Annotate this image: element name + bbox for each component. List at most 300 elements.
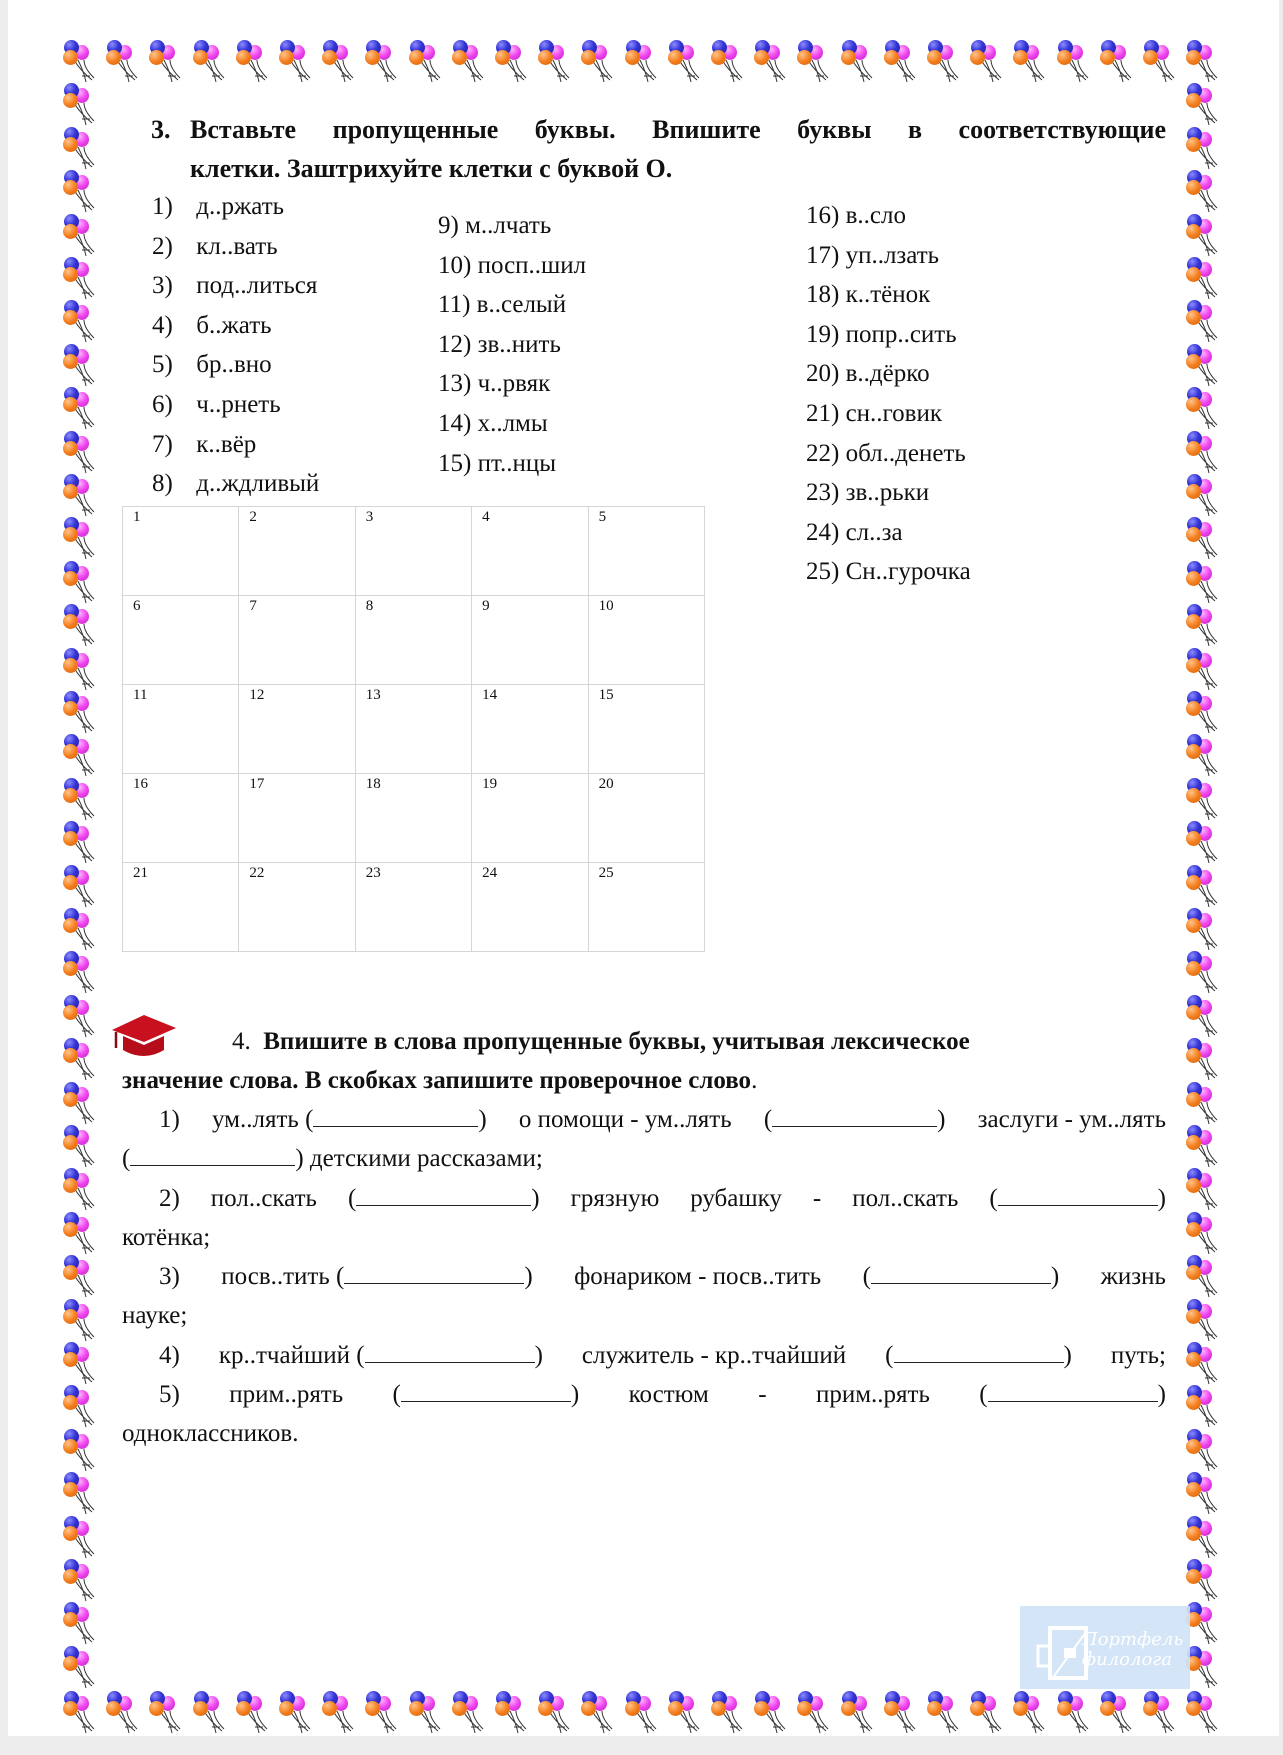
exercise-3-line1 [122, 1257, 1166, 1296]
balloon-icon [62, 1559, 102, 1603]
grid-cell[interactable] [472, 685, 588, 774]
grid-cell[interactable] [472, 507, 588, 596]
paren: ) [1157, 1184, 1166, 1212]
balloon-icon [62, 1212, 102, 1256]
balloon-icon [840, 1691, 880, 1735]
word-item [806, 439, 966, 469]
word-number: 8) [152, 470, 173, 498]
paren: ) [524, 1263, 533, 1291]
grid-cell[interactable] [123, 774, 239, 863]
balloon-icon [1185, 734, 1225, 778]
balloon-icon [62, 1342, 102, 1386]
word-number: 12) [438, 330, 472, 358]
balloon-icon [62, 1429, 102, 1473]
grid-cell-number: 25 [598, 865, 614, 881]
word-number: 13) [438, 370, 472, 398]
balloon-icon [624, 40, 664, 84]
balloon-icon [62, 734, 102, 778]
exercise-5-text: одноклассников. [122, 1420, 299, 1448]
exercise-1-line2 [122, 1139, 1166, 1178]
balloon-icon [62, 778, 102, 822]
word-item [438, 290, 566, 320]
word-text: в..сло [845, 202, 906, 229]
word-item [806, 241, 939, 271]
balloon-icon [62, 865, 102, 909]
watermark-line2: филолога [1082, 1649, 1173, 1670]
word-number: 11) [438, 291, 471, 319]
paren: ) [534, 1341, 543, 1369]
word-text: в..дёрко [845, 360, 930, 388]
grid-cell-number: 3 [365, 509, 374, 525]
balloon-icon [235, 1691, 275, 1735]
balloon-icon [1012, 1691, 1052, 1735]
grid-cell[interactable] [355, 507, 471, 596]
exercise-3-line2 [122, 1296, 1166, 1335]
balloon-icon [451, 1691, 491, 1735]
balloon-icon [1185, 908, 1225, 952]
exercise-1-text: о помощи - ум..лять [518, 1106, 732, 1133]
grid-cell-number: 10 [598, 598, 614, 614]
exercise-2-dash: - [812, 1184, 822, 1212]
paren: ( [347, 1184, 357, 1212]
word-text: зв..рьки [845, 479, 930, 507]
word-item [152, 350, 272, 380]
grid-cell[interactable] [355, 596, 471, 685]
balloon-icon [1185, 1168, 1225, 1212]
exercise-2-word: пол..скать [210, 1184, 317, 1212]
grid-cell[interactable] [472, 596, 588, 685]
balloon-icon [537, 1691, 577, 1735]
paren: ( [885, 1341, 894, 1369]
balloon-icon [1142, 40, 1182, 84]
grid-cell-number: 8 [365, 598, 374, 614]
exercise-5-line1 [122, 1375, 1166, 1414]
word-text: сл..за [845, 518, 903, 546]
grid-cell-number: 4 [482, 509, 490, 525]
word-number: 2) [152, 232, 173, 260]
word-number: 19) [806, 320, 840, 348]
exercise-1-text: детскими рассказами; [309, 1145, 543, 1173]
word-number: 1) [152, 193, 173, 220]
word-number: 23) [806, 479, 840, 507]
word-text: д..ржать [196, 193, 285, 220]
balloon-icon [753, 1691, 793, 1735]
balloon-icon [1185, 517, 1225, 561]
exercise-4-number: 4) [159, 1341, 180, 1369]
balloon-icon [62, 561, 102, 605]
balloon-icon [667, 40, 707, 84]
grid-cell[interactable] [355, 863, 471, 952]
balloon-icon [1185, 474, 1225, 518]
balloon-icon [1185, 1516, 1225, 1560]
answer-blank[interactable] [988, 1379, 1158, 1402]
balloon-icon [580, 40, 620, 84]
balloon-icon [62, 908, 102, 952]
grid-cell[interactable] [355, 774, 471, 863]
balloon-icon [494, 1691, 534, 1735]
balloon-icon [62, 344, 102, 388]
grid-cell[interactable] [123, 863, 239, 952]
answer-blank[interactable] [344, 1261, 524, 1284]
word-number: 21) [806, 400, 840, 427]
exercise-1-text: заслуги - ум..лять [977, 1106, 1166, 1133]
balloon-icon [62, 1255, 102, 1299]
exercise-5-word: прим..рять [815, 1381, 930, 1409]
balloon-icon [1012, 40, 1052, 84]
grid-cell-number: 17 [249, 776, 265, 792]
balloon-icon [1185, 1646, 1225, 1690]
balloon-icon [796, 1691, 836, 1735]
exercise-3-word: посв..тить [221, 1263, 330, 1291]
word-item [152, 271, 317, 301]
balloon-icon [62, 83, 102, 127]
exercise-3-number: 3) [159, 1263, 180, 1291]
answer-blank[interactable] [772, 1104, 937, 1127]
balloon-icon [926, 40, 966, 84]
balloon-icon [1185, 83, 1225, 127]
grid-cell-number: 14 [482, 687, 498, 703]
word-number: 7) [152, 430, 173, 458]
balloon-icon [62, 1168, 102, 1212]
grid-cell-number: 11 [133, 687, 148, 703]
balloon-icon [235, 40, 275, 84]
balloon-icon [62, 1602, 102, 1646]
grid-cell[interactable] [588, 685, 704, 774]
balloon-icon [667, 1691, 707, 1735]
balloon-icon [1185, 648, 1225, 692]
answer-blank[interactable] [401, 1379, 571, 1402]
word-number: 17) [806, 241, 840, 269]
word-item [438, 211, 551, 241]
exercise-2-text: рубашку [690, 1184, 782, 1212]
word-item [806, 518, 903, 548]
balloon-icon [278, 1691, 318, 1735]
exercise-4-text: путь; [1110, 1341, 1166, 1369]
balloon-icon [1185, 778, 1225, 822]
paren: ) [570, 1381, 580, 1409]
grid-cell[interactable] [123, 685, 239, 774]
word-text: ч..рвяк [477, 370, 551, 398]
balloon-icon [1185, 691, 1225, 735]
grid-cell-number: 19 [482, 776, 498, 792]
balloon-icon [62, 474, 102, 518]
grid-cell-number: 9 [482, 598, 490, 614]
answer-blank[interactable] [356, 1183, 531, 1206]
balloon-icon [1056, 40, 1096, 84]
word-text: пт..нцы [477, 449, 557, 477]
balloon-icon [1185, 1082, 1225, 1126]
balloon-icon [62, 1038, 102, 1082]
balloon-icon [148, 1691, 188, 1735]
word-text: Сн..гурочка [845, 558, 971, 586]
word-number: 6) [152, 391, 173, 418]
paren: ) [1063, 1341, 1072, 1369]
task4-exercises [122, 1100, 1166, 1454]
paren: ( [989, 1184, 998, 1212]
balloon-icon [62, 995, 102, 1039]
word-text: попр..сить [845, 320, 957, 348]
balloon-icon [537, 40, 577, 84]
exercise-5-text: костюм [628, 1381, 709, 1409]
grid-cell[interactable] [472, 863, 588, 952]
word-text: кл..вать [196, 232, 278, 260]
balloon-icon [1185, 1429, 1225, 1473]
balloon-icon [1185, 995, 1225, 1039]
word-text: х..лмы [477, 410, 548, 437]
balloon-icon [926, 1691, 966, 1735]
paren: ) [295, 1145, 304, 1173]
word-text: обл..денеть [845, 439, 966, 467]
word-item [438, 449, 556, 479]
balloon-icon [1185, 344, 1225, 388]
grid-cell[interactable] [588, 596, 704, 685]
balloon-icon [1185, 951, 1225, 995]
balloon-icon [62, 1472, 102, 1516]
balloon-icon [408, 1691, 448, 1735]
word-number: 15) [438, 449, 472, 477]
balloon-icon [192, 40, 232, 84]
balloon-icon [494, 40, 534, 84]
grid-cell[interactable] [239, 685, 355, 774]
word-item [152, 311, 272, 341]
exercise-5-line2 [122, 1414, 1166, 1453]
word-text: ч..рнеть [196, 391, 281, 418]
balloon-icon [62, 691, 102, 735]
answer-blank[interactable] [894, 1340, 1064, 1363]
word-text: м..лчать [465, 212, 552, 239]
balloon-icon [1142, 1691, 1182, 1735]
word-item [806, 399, 942, 429]
balloon-icon [62, 821, 102, 865]
word-number: 5) [152, 351, 173, 379]
balloon-icon [796, 40, 836, 84]
balloon-icon [364, 1691, 404, 1735]
task4-title-line1: Впишите в слова пропущенные буквы, учитывая лексическое [263, 1028, 970, 1055]
balloon-icon [62, 1516, 102, 1560]
balloon-icon [105, 40, 145, 84]
grid-cell[interactable] [588, 863, 704, 952]
balloon-icon [62, 517, 102, 561]
paren: ( [862, 1263, 871, 1291]
word-item [806, 478, 929, 508]
balloon-icon [1185, 1125, 1225, 1169]
answer-blank[interactable] [313, 1104, 478, 1127]
word-number: 16) [806, 202, 840, 229]
exercise-1-number: 1) [159, 1106, 180, 1133]
word-text: посп..шил [477, 251, 587, 279]
word-text: уп..лзать [845, 241, 940, 269]
grid-cell[interactable] [123, 507, 239, 596]
paren: ) [937, 1106, 946, 1133]
balloon-icon [62, 127, 102, 171]
grid-cell-number: 23 [365, 865, 381, 881]
exercise-1-line1 [122, 1100, 1166, 1139]
worksheet-page [8, 0, 1279, 1736]
grid-cell[interactable] [123, 596, 239, 685]
grid-cell-number: 6 [133, 598, 141, 614]
grid-cell-number: 13 [365, 687, 381, 703]
word-item [806, 201, 906, 231]
word-text: сн..говик [845, 400, 943, 427]
exercise-3-text: науке; [122, 1302, 188, 1330]
word-item [806, 557, 971, 587]
watermark-logo [1020, 1606, 1190, 1689]
word-item [152, 430, 256, 460]
balloon-icon [62, 300, 102, 344]
balloon-icon [278, 40, 318, 84]
word-item [438, 251, 586, 281]
balloon-icon [1185, 1255, 1225, 1299]
balloon-icon [62, 648, 102, 692]
balloon-icon [1185, 561, 1225, 605]
balloon-icon [1185, 604, 1225, 648]
word-item [152, 192, 284, 222]
word-item [152, 469, 319, 499]
answer-grid [122, 506, 705, 952]
word-number: 22) [806, 439, 840, 467]
balloon-icon [1099, 1691, 1139, 1735]
word-number: 9) [438, 212, 459, 239]
word-text: б..жать [196, 311, 272, 339]
paren: ( [305, 1106, 314, 1133]
exercise-1-word: ум..лять [212, 1106, 299, 1133]
paren: ) [1050, 1263, 1060, 1291]
task3-title-line2: клетки. Заштрихуйте клетки с буквой О. [190, 154, 673, 183]
balloon-icon [105, 1691, 145, 1735]
grid-cell[interactable] [239, 596, 355, 685]
balloon-icon [1185, 40, 1225, 84]
word-text: под..литься [196, 272, 318, 300]
grid-cell-number: 5 [598, 509, 607, 525]
task4-title-line2: значение слова. В скобках запишите проверочное слово [122, 1067, 752, 1095]
task3-title-line1: Вставьте пропущенные буквы. Впишите буквы в соответствующие [190, 115, 1166, 144]
balloon-icon [969, 1691, 1009, 1735]
exercise-2-word: пол..скать [852, 1184, 959, 1212]
word-number: 14) [438, 410, 472, 437]
grid-cell-number: 22 [249, 865, 265, 881]
balloon-icon [62, 170, 102, 214]
balloon-icon [62, 604, 102, 648]
balloon-icon [62, 387, 102, 431]
exercise-4-text: служитель - кр..тчайший [581, 1341, 847, 1369]
balloon-icon [62, 1082, 102, 1126]
word-text: зв..нить [477, 330, 561, 358]
paren: ( [763, 1106, 773, 1133]
word-item [438, 330, 561, 360]
balloon-icon [62, 1125, 102, 1169]
balloon-icon [1185, 214, 1225, 258]
exercise-2-number: 2) [159, 1184, 180, 1212]
word-text: в..селый [476, 291, 567, 319]
word-text: к..вёр [196, 430, 257, 458]
balloon-icon [580, 1691, 620, 1735]
balloon-icon [62, 951, 102, 995]
balloon-icon [883, 1691, 923, 1735]
grid-cell-number: 18 [365, 776, 381, 792]
balloon-icon [710, 40, 750, 84]
answer-blank[interactable] [130, 1143, 295, 1166]
balloon-icon [62, 431, 102, 475]
balloon-icon [408, 40, 448, 84]
balloon-icon [1185, 1299, 1225, 1343]
balloon-icon [969, 40, 1009, 84]
balloon-icon [1185, 431, 1225, 475]
exercise-5-number: 5) [159, 1381, 180, 1409]
answer-blank[interactable] [365, 1340, 535, 1363]
balloon-icon [1185, 257, 1225, 301]
exercise-5-dash: - [758, 1381, 767, 1409]
grid-cell-number: 15 [598, 687, 614, 703]
task4-title-end: . [751, 1067, 758, 1095]
balloon-icon [1185, 1559, 1225, 1603]
balloon-icon [1185, 1342, 1225, 1386]
balloon-icon [364, 40, 404, 84]
balloon-icon [1185, 387, 1225, 431]
balloon-icon [624, 1691, 664, 1735]
grid-cell-number: 24 [482, 865, 498, 881]
balloon-icon [451, 40, 491, 84]
paren: ( [356, 1341, 365, 1369]
word-item [152, 232, 278, 262]
balloon-icon [62, 214, 102, 258]
exercise-2-text: грязную [570, 1184, 660, 1212]
balloon-icon [1185, 865, 1225, 909]
balloon-icon [1185, 170, 1225, 214]
grid-cell[interactable] [239, 507, 355, 596]
paren: ( [336, 1263, 345, 1291]
balloon-icon [1185, 1691, 1225, 1735]
balloon-icon [321, 40, 361, 84]
grid-cell[interactable] [588, 774, 704, 863]
balloon-icon [1185, 1602, 1225, 1646]
word-item [806, 359, 930, 389]
answer-blank[interactable] [998, 1183, 1158, 1206]
exercise-2-line2 [122, 1218, 1166, 1257]
balloon-icon [1185, 1212, 1225, 1256]
balloon-icon [1185, 127, 1225, 171]
word-item [806, 280, 930, 310]
grid-cell[interactable] [239, 863, 355, 952]
balloon-icon [1185, 821, 1225, 865]
paren: ) [531, 1184, 540, 1212]
word-number: 4) [152, 311, 173, 339]
balloon-icon [192, 1691, 232, 1735]
paren: ( [122, 1145, 131, 1173]
balloon-icon [62, 1691, 102, 1735]
grid-cell-number: 21 [133, 865, 148, 881]
balloon-icon [840, 40, 880, 84]
grid-cell-number: 7 [249, 598, 257, 614]
exercise-2-line1 [122, 1179, 1166, 1218]
answer-blank[interactable] [871, 1261, 1051, 1284]
word-item [806, 320, 957, 350]
word-number: 24) [806, 518, 840, 546]
paren: ) [478, 1106, 487, 1133]
paren: ) [1157, 1381, 1166, 1409]
balloon-icon [883, 40, 923, 84]
grid-cell[interactable] [355, 685, 471, 774]
balloon-icon [62, 1385, 102, 1429]
watermark-line1: Портфель [1082, 1629, 1184, 1650]
word-item [438, 369, 550, 399]
word-item [152, 390, 281, 420]
grid-cell[interactable] [588, 507, 704, 596]
grid-cell[interactable] [239, 774, 355, 863]
balloon-icon [1185, 1038, 1225, 1082]
grid-cell[interactable] [472, 774, 588, 863]
grid-cell-number: 2 [249, 509, 257, 525]
balloon-icon [710, 1691, 750, 1735]
